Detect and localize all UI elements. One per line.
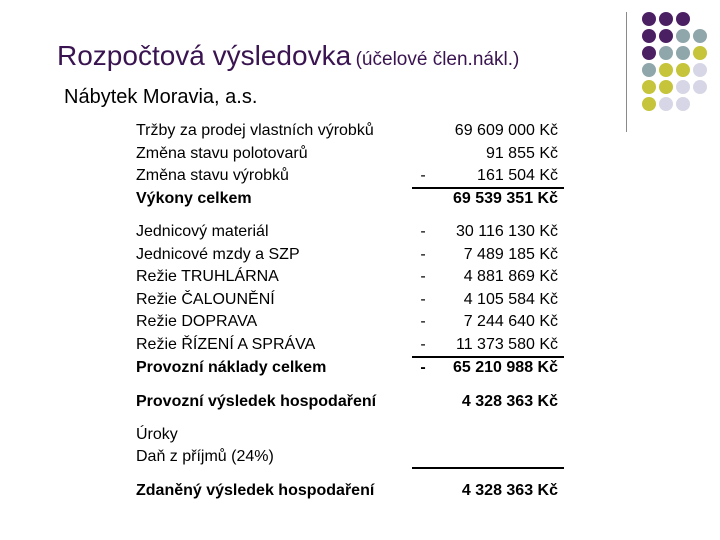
row-amount: 4 328 363 Kč — [461, 393, 558, 410]
title-subtitle: (účelové člen.nákl.) — [355, 49, 520, 70]
row-amount: 30 116 130 Kč — [455, 223, 558, 240]
row-amount: 7 489 185 Kč — [463, 246, 558, 263]
row-amount: 4 881 869 Kč — [463, 268, 558, 285]
row-label: Jednicový materiál — [136, 223, 269, 240]
row-amount: 65 210 988 Kč — [453, 359, 558, 376]
row-label: Tržby za prodej vlastních výrobků — [136, 122, 374, 139]
row-label: Změna stavu výrobků — [136, 167, 289, 184]
row-label: Jednicové mzdy a SZP — [136, 246, 300, 263]
row-amount: 69 539 351 Kč — [453, 190, 558, 207]
row-label: Úroky — [136, 426, 178, 443]
row-amount: 161 504 Kč — [477, 167, 558, 184]
row-sign: - — [420, 313, 426, 330]
row-label: Daň z příjmů (24%) — [136, 448, 274, 465]
row-label: Režie DOPRAVA — [136, 313, 258, 330]
row-label: Režie TRUHLÁRNA — [136, 268, 279, 285]
row-sign: - — [420, 223, 426, 240]
company-name: Nábytek Moravia, a.s. — [64, 86, 258, 108]
row-amount: 7 244 640 Kč — [463, 313, 558, 330]
row-amount: 91 855 Kč — [485, 145, 558, 162]
row-label: Změna stavu polotovarů — [136, 145, 308, 162]
row-sign: - — [420, 336, 426, 353]
row-amount: 69 609 000 Kč — [454, 122, 558, 139]
row-label: Režie ŘÍZENÍ A SPRÁVA — [136, 336, 316, 353]
row-label: Provozní náklady celkem — [136, 359, 327, 376]
title-main: Rozpočtová výsledovka — [57, 40, 352, 71]
row-label: Režie ČALOUNĚNÍ — [136, 291, 275, 308]
row-sign: - — [420, 291, 426, 308]
row-sign: - — [420, 167, 426, 184]
subtotal-rule — [412, 467, 564, 469]
row-label: Provozní výsledek hospodaření — [136, 393, 377, 410]
row-amount: 4 105 584 Kč — [463, 291, 558, 308]
row-sign: - — [420, 268, 426, 285]
row-amount: 11 373 580 Kč — [455, 336, 558, 353]
row-amount: 4 328 363 Kč — [461, 482, 558, 499]
row-sign: - — [420, 246, 426, 263]
row-label: Výkony celkem — [136, 190, 252, 207]
row-sign: - — [420, 359, 426, 376]
row-label: Zdaněný výsledek hospodaření — [136, 482, 375, 499]
